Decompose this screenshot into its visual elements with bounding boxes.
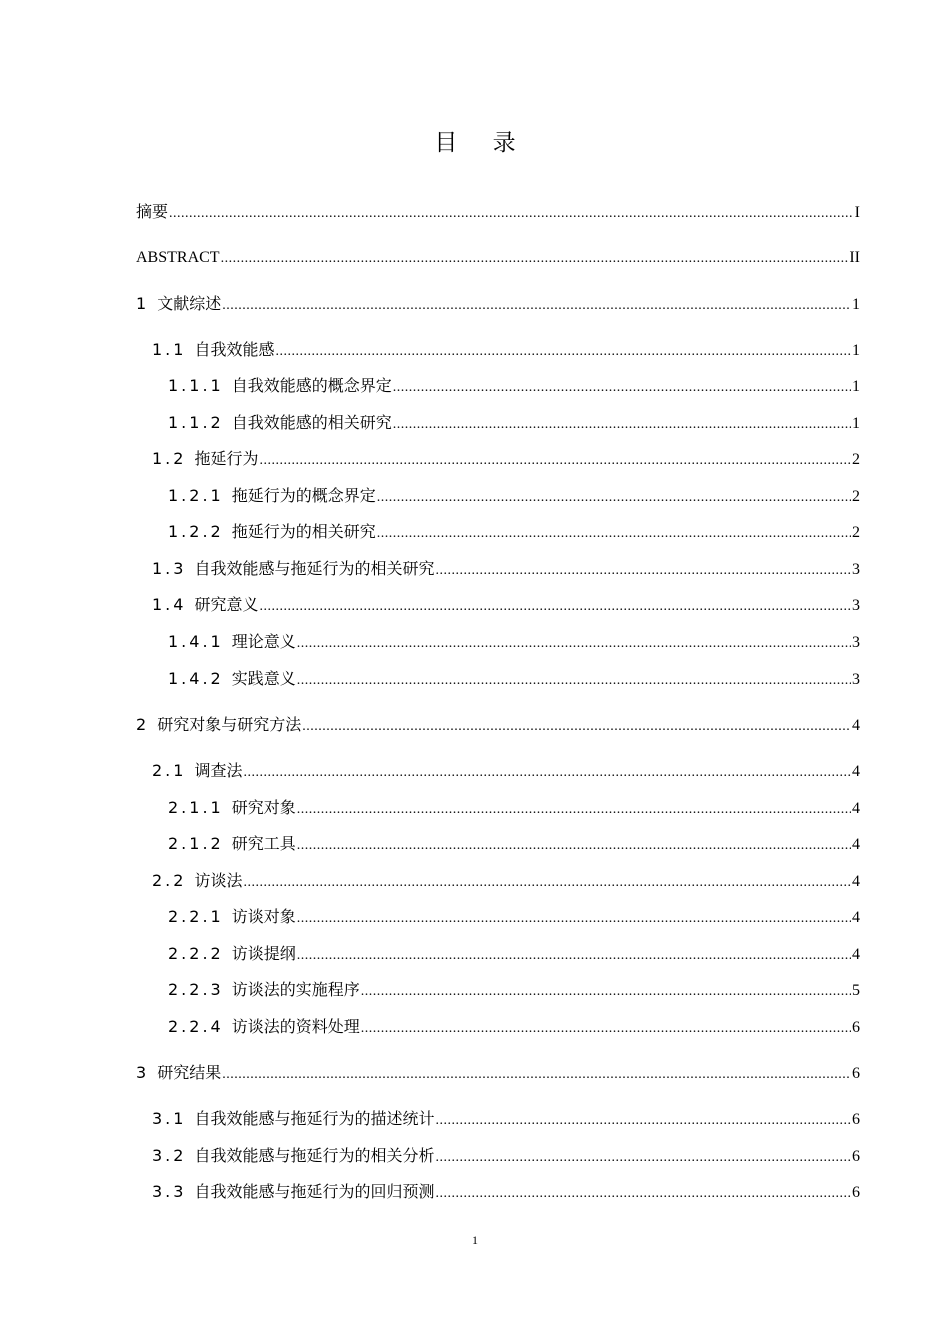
toc-entry-number: 1.2.1 [168,486,224,505]
toc-entry-label [168,485,376,507]
toc-entry-page-number: 2 [852,524,860,541]
toc-entry[interactable] [152,339,860,361]
toc-entry-page-number: 3 [852,561,860,578]
dot-leader [221,248,849,270]
toc-entry-number: 2.2.1 [168,907,224,926]
toc-entry[interactable] [168,833,860,855]
toc-entry-text: 调查法 [194,761,243,780]
toc-entry-number: 1.1.2 [168,413,224,432]
toc-entry-page-number: 4 [852,836,860,853]
toc-entry-label [136,247,220,269]
dot-leader [243,872,851,894]
toc-entry-page-number: 1 [852,415,860,432]
toc-entry-number: 3 [136,1063,150,1082]
toc-entry-number: 1.2.2 [168,522,224,541]
toc-entry-number: 1.1 [152,340,187,359]
toc-entry[interactable] [168,979,860,1001]
toc-entry-page-number: 5 [852,982,860,999]
dot-leader [297,945,851,967]
toc-entry-label [168,668,296,690]
toc-entry-text: 研究对象 [231,798,296,817]
toc-entry-page-number: 6 [852,1184,860,1201]
toc-entry-page-number: 2 [852,488,860,505]
dot-leader [297,670,851,692]
toc-entry[interactable] [136,201,860,223]
toc-entry-label [168,833,296,855]
toc-entry-page-number: I [854,204,860,221]
toc-entry-label [152,1108,434,1130]
toc-entry-text: 访谈法的资料处理 [231,1017,360,1036]
toc-entry-label [168,631,296,653]
toc-entry[interactable] [136,1062,860,1084]
toc-entry-number: 1 [136,294,150,313]
toc-entry-number: 2.2 [152,871,187,890]
toc-entry[interactable] [168,631,860,653]
toc-entry-page-number: 2 [852,451,860,468]
toc-entry-text: 研究结果 [157,1063,222,1082]
dot-leader [243,762,851,784]
toc-entry[interactable] [152,558,860,580]
toc-entry-number: 3.3 [152,1182,187,1201]
toc-entry-text: 自我效能感与拖延行为的回归预测 [194,1182,435,1201]
toc-entry-page-number: 1 [852,296,860,313]
dot-leader [297,835,851,857]
toc-entry-label [152,448,258,470]
dot-leader [169,203,854,225]
toc-entry-label [136,714,301,736]
toc-entry-label [168,375,392,397]
toc-entry-number: 1.1.1 [168,376,224,395]
toc-entry[interactable] [152,1145,860,1167]
toc-entry-label [168,1016,360,1038]
toc-entry-number: 3.1 [152,1109,187,1128]
dot-leader [259,450,851,472]
toc-entry-text: 拖延行为的概念界定 [231,486,376,505]
toc-entry-text: 访谈提纲 [231,944,296,963]
toc-entry[interactable] [152,448,860,470]
toc-entry-number: 2 [136,715,150,734]
toc-entry-label [168,979,360,1001]
toc-entry-label [152,594,258,616]
toc-entry-text: 自我效能感的相关研究 [231,413,392,432]
toc-entry[interactable] [168,797,860,819]
toc-entry[interactable] [152,1181,860,1203]
toc-entry-label [168,906,296,928]
toc-entry-page-number: 4 [852,717,860,734]
toc-entry[interactable] [136,714,860,736]
dot-leader [361,981,851,1003]
toc-entry-text: 访谈法的实施程序 [231,980,360,999]
dot-leader [297,908,851,930]
toc-entry-page-number: 4 [852,873,860,890]
toc-entry-number: 1.3 [152,559,187,578]
toc-entry-number: 1.4.1 [168,632,224,651]
toc-entry-text: 摘要 [136,202,169,221]
toc-entry-number: 2.1 [152,761,187,780]
dot-leader [259,596,851,618]
toc-entry-text: 自我效能感的概念界定 [231,376,392,395]
toc-entry[interactable] [168,668,860,690]
toc-entry[interactable] [168,943,860,965]
dot-leader [435,1110,851,1132]
toc-entry-page-number: 4 [852,909,860,926]
toc-entry-text: 自我效能感与拖延行为的相关研究 [194,559,435,578]
toc-entry-label [152,870,242,892]
dot-leader [435,560,851,582]
toc-entry-text: 拖延行为 [194,449,259,468]
dot-leader [435,1183,851,1205]
toc-entry-text: 访谈对象 [231,907,296,926]
toc-entry-text: ABSTRACT [136,249,220,266]
dot-leader [275,341,851,363]
dot-leader [435,1147,851,1169]
dot-leader [361,1018,851,1040]
toc-entry[interactable] [168,521,860,543]
toc-entry-number: 1.4 [152,595,187,614]
toc-entry-label [136,1062,221,1084]
toc-entry-number: 3.2 [152,1146,187,1165]
toc-entry-number: 2.1.1 [168,798,224,817]
toc-entry-text: 自我效能感与拖延行为的相关分析 [194,1146,435,1165]
toc-entry[interactable] [152,594,860,616]
toc-entry-number: 2.2.4 [168,1017,224,1036]
toc-entry[interactable] [136,247,860,269]
toc-entry-text: 自我效能感与拖延行为的描述统计 [194,1109,435,1128]
toc-entry[interactable] [152,870,860,892]
dot-leader [222,1064,851,1086]
toc-entry-number: 2.2.3 [168,980,224,999]
toc-entry-page-number: 3 [852,671,860,688]
dot-leader [393,377,851,399]
toc-entry-number: 1.2 [152,449,187,468]
toc-entry-text: 访谈法 [194,871,243,890]
dot-leader [377,523,851,545]
dot-leader [393,414,851,436]
dot-leader [297,633,851,655]
toc-title: 目 录 [434,130,530,156]
dot-leader [222,295,851,317]
toc-entry-page-number: 6 [852,1148,860,1165]
toc-entry-page-number: 6 [852,1019,860,1036]
toc-entry-text: 研究对象与研究方法 [157,715,302,734]
toc-entry-text: 拖延行为的相关研究 [231,522,376,541]
toc-entry-text: 自我效能感 [194,340,275,359]
toc-entry[interactable] [168,906,860,928]
toc-entry[interactable] [168,1016,860,1038]
toc-entry-label [168,797,296,819]
dot-leader [377,487,851,509]
toc-entry-label [136,293,221,315]
toc-entry-page-number: 1 [852,378,860,395]
toc-entry-label [152,339,274,361]
toc-entry-page-number: 4 [852,763,860,780]
toc-entry-text: 文献综述 [157,294,222,313]
toc-entry-page-number: 6 [852,1065,860,1082]
toc-entry-number: 2.1.2 [168,834,224,853]
toc-entry-page-number: 6 [852,1111,860,1128]
toc-entry-number: 1.4.2 [168,669,224,688]
toc-entry-text: 研究工具 [231,834,296,853]
toc-entry-page-number: II [849,249,860,266]
toc-entry-page-number: 1 [852,342,860,359]
toc-entry-label [136,201,168,223]
toc-entry-label [152,558,434,580]
toc-entry-label [152,1181,434,1203]
toc-entry[interactable] [168,412,860,434]
toc-entry-page-number: 4 [852,800,860,817]
dot-leader [302,716,851,738]
page-number-footer: 1 [472,1233,478,1247]
toc-entry-label [168,412,392,434]
toc-entry-page-number: 3 [852,634,860,651]
toc-entry[interactable] [168,485,860,507]
dot-leader [297,799,851,821]
toc-entry-page-number: 3 [852,597,860,614]
toc-entry-page-number: 4 [852,946,860,963]
toc-entry-number: 2.2.2 [168,944,224,963]
toc-entry-text: 研究意义 [194,595,259,614]
toc-entry[interactable] [152,1108,860,1130]
toc-entry[interactable] [152,760,860,782]
toc-entry-label [152,760,242,782]
toc-entry-label [152,1145,434,1167]
toc-entry-label [168,521,376,543]
toc-entry[interactable] [136,293,860,315]
toc-entry-text: 理论意义 [231,632,296,651]
toc-entry[interactable] [168,375,860,397]
toc-entry-text: 实践意义 [231,669,296,688]
toc-entry-label [168,943,296,965]
